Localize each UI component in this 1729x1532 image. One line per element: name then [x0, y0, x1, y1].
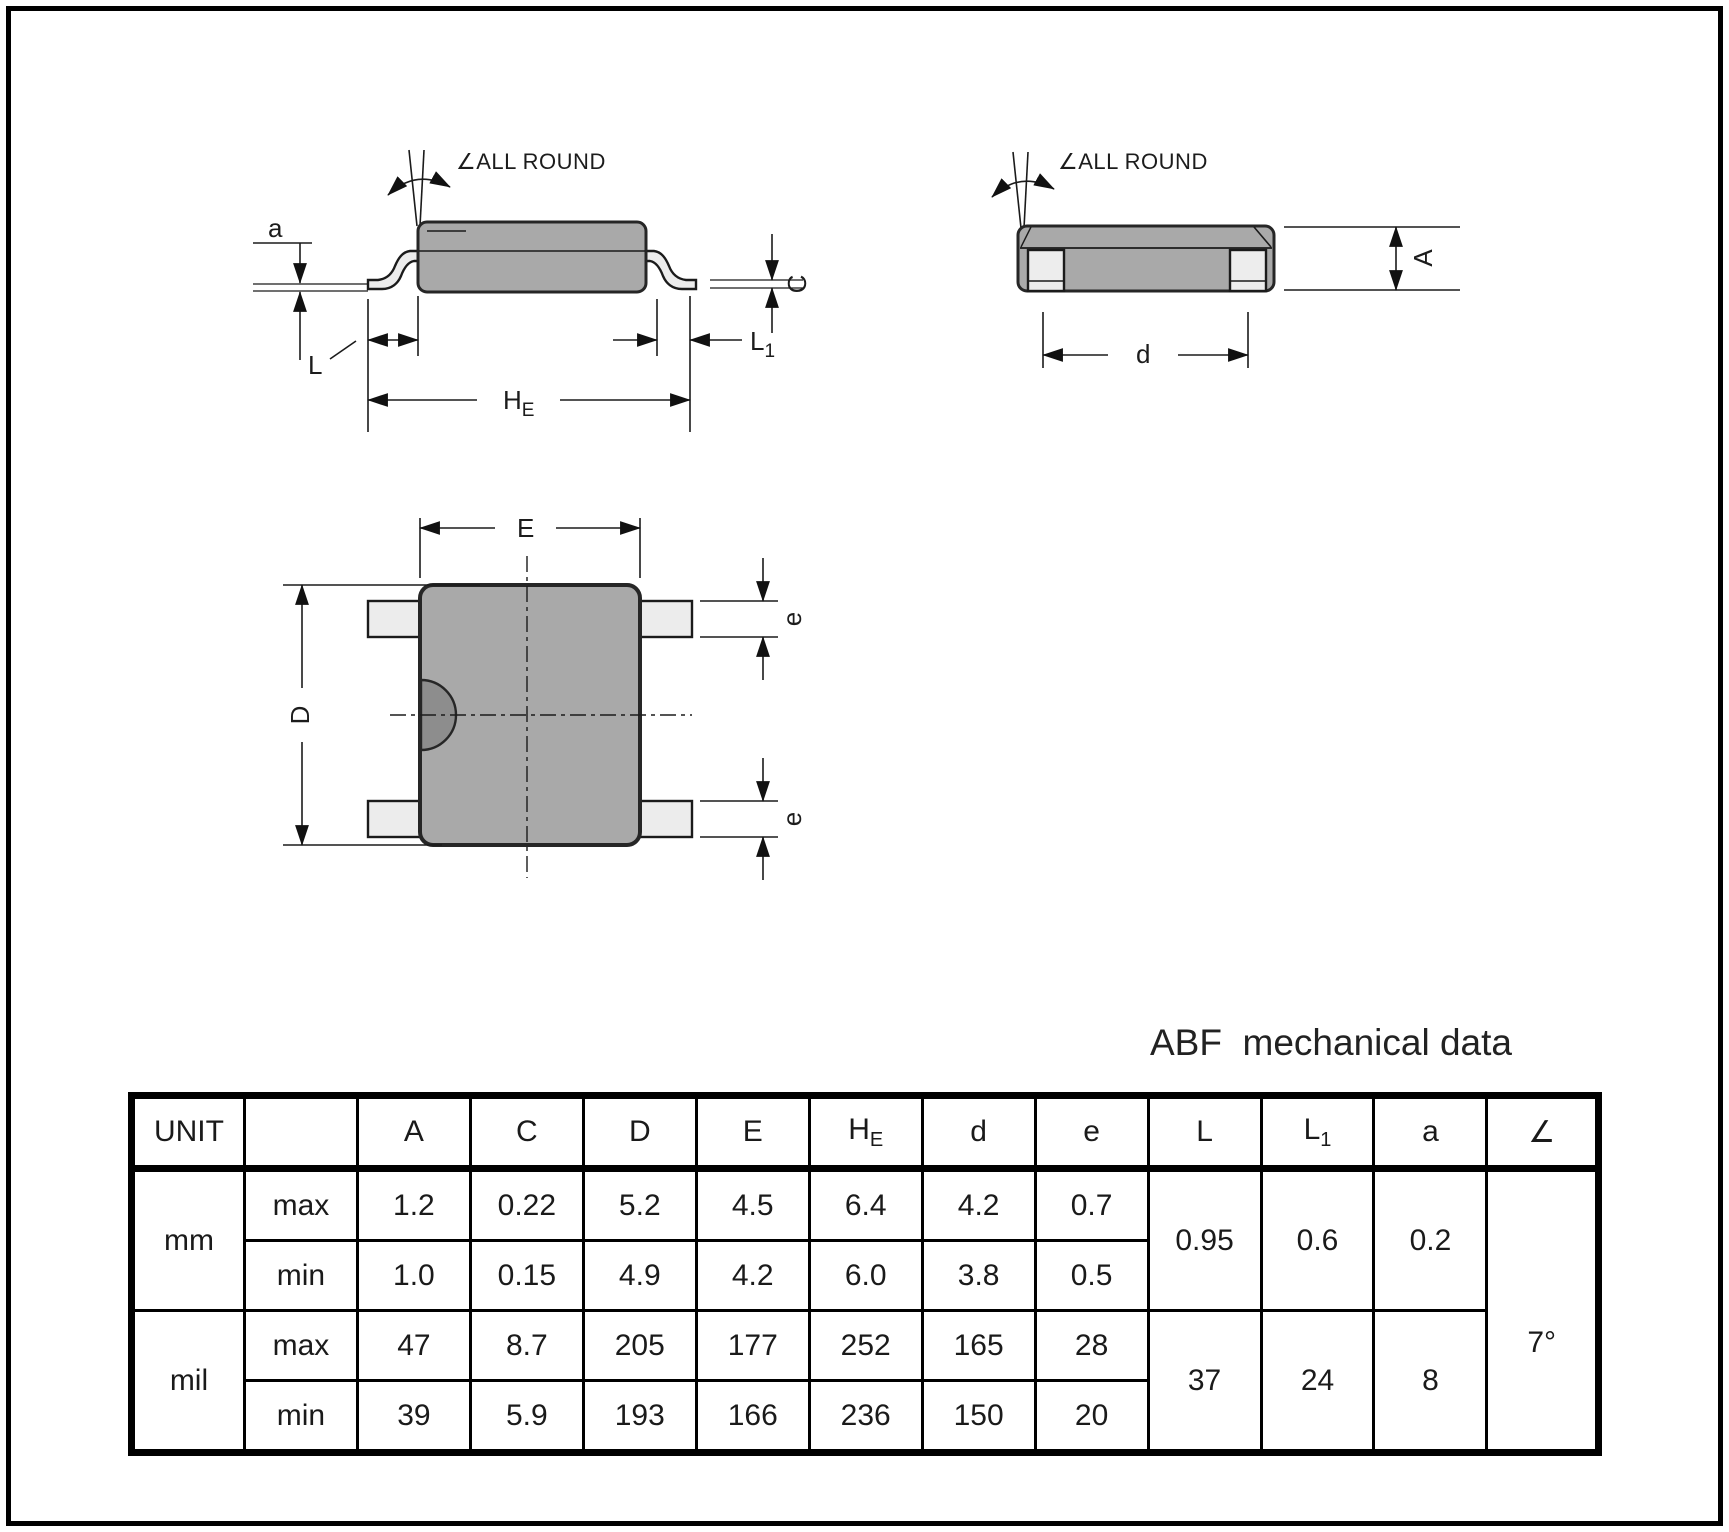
mm-max-label: max [244, 1169, 357, 1241]
cell-mil-a: 8 [1374, 1311, 1487, 1453]
HE-label: $H_E$ [503, 385, 535, 421]
mil-max-label: max [244, 1311, 357, 1381]
cell-mil-max-C: 8.7 [470, 1311, 583, 1381]
cell-mm-min-HE: 6.0 [809, 1241, 922, 1311]
cell-mm-max-A: 1.2 [357, 1169, 470, 1241]
table-title: ABF mechanical data [1150, 1022, 1512, 1063]
end-view [992, 149, 1460, 369]
side-view-left-lead [368, 251, 418, 289]
mil-max-row [132, 1311, 1599, 1381]
a-label: a [268, 213, 283, 243]
cell-mm-max-E: 4.5 [696, 1169, 809, 1241]
dim-e-top [700, 558, 778, 680]
L-label: L [308, 350, 323, 380]
L1-label: $L_1$ [750, 326, 776, 362]
D-label: D [285, 705, 315, 725]
cell-mil-max-E: 177 [696, 1311, 809, 1381]
side-view-body [418, 222, 646, 292]
dim-e-bottom [700, 758, 778, 880]
cell-mm-a: 0.2 [1374, 1169, 1487, 1311]
all-round-label-2: ∠ALL ROUND [1058, 149, 1208, 174]
header-E: E [696, 1096, 809, 1169]
cell-mil-max-A: 47 [357, 1311, 470, 1381]
cell-mil-L1: 24 [1261, 1311, 1374, 1453]
all-round-label: ∠ALL ROUND [456, 149, 606, 174]
cell-mil-min-D: 193 [583, 1381, 696, 1453]
cell-mm-L1: 0.6 [1261, 1169, 1374, 1311]
dim-a [253, 243, 312, 360]
cell-mm-max-HE: 6.4 [809, 1169, 922, 1241]
cell-mil-min-C: 5.9 [470, 1381, 583, 1453]
header-a: a [1374, 1096, 1487, 1169]
header-e: e [1035, 1096, 1148, 1169]
d-label: d [1136, 339, 1151, 369]
end-view-angle-annotation [992, 152, 1054, 228]
header-L: L [1148, 1096, 1261, 1169]
header-HE: $H_E$ [809, 1096, 922, 1169]
header-D: D [583, 1096, 696, 1169]
dim-L [330, 296, 418, 432]
header-d: d [922, 1096, 1035, 1169]
cell-mil-min-e: 20 [1035, 1381, 1148, 1453]
cell-mm-min-e: 0.5 [1035, 1241, 1148, 1311]
cell-mm-max-D: 5.2 [583, 1169, 696, 1241]
cell-mm-min-A: 1.0 [357, 1241, 470, 1311]
cell-mm-L: 0.95 [1148, 1169, 1261, 1311]
C-label: C [782, 274, 812, 294]
cell-mm-min-d: 3.8 [922, 1241, 1035, 1311]
A-label: A [1408, 249, 1438, 267]
cell-mil-max-d: 165 [922, 1311, 1035, 1381]
cell-mm-max-C: 0.22 [470, 1169, 583, 1241]
cell-mil-min-d: 150 [922, 1381, 1035, 1453]
header-row [132, 1096, 1599, 1169]
mm-min-label: min [244, 1241, 357, 1311]
e-label-top: e [777, 611, 807, 627]
cell-mm-min-C: 0.15 [470, 1241, 583, 1311]
cell-mil-max-HE: 252 [809, 1311, 922, 1381]
cell-mm-min-E: 4.2 [696, 1241, 809, 1311]
cell-mil-max-e: 28 [1035, 1311, 1148, 1381]
side-view-right-lead [646, 251, 696, 289]
cell-mm-min-D: 4.9 [583, 1241, 696, 1311]
top-view [283, 513, 807, 880]
cell-mil-min-HE: 236 [809, 1381, 922, 1453]
header-C: C [470, 1096, 583, 1169]
header-angle: ∠ [1487, 1096, 1599, 1169]
cell-mm-max-d: 4.2 [922, 1169, 1035, 1241]
mm-max-row [132, 1169, 1599, 1241]
header-L1: $L_1$ [1261, 1096, 1374, 1169]
header-unit: UNIT [132, 1096, 245, 1169]
header-blank [244, 1096, 357, 1169]
dim-L1 [613, 296, 742, 432]
cell-mm-max-e: 0.7 [1035, 1169, 1148, 1241]
header-A: A [357, 1096, 470, 1169]
E-label: E [517, 513, 535, 543]
unit-mil: mil [132, 1311, 245, 1453]
mechanical-data-table [128, 1092, 1602, 1456]
unit-mm: mm [132, 1169, 245, 1311]
cell-mil-L: 37 [1148, 1311, 1261, 1453]
cell-mil-min-E: 166 [696, 1381, 809, 1453]
e-label-bottom: e [777, 811, 807, 827]
cell-mil-max-D: 205 [583, 1311, 696, 1381]
cell-mil-min-A: 39 [357, 1381, 470, 1453]
mil-min-label: min [244, 1381, 357, 1453]
side-view-angle-annotation [388, 150, 450, 226]
side-view [253, 149, 812, 432]
cell-angle-value: 7° [1487, 1169, 1599, 1453]
